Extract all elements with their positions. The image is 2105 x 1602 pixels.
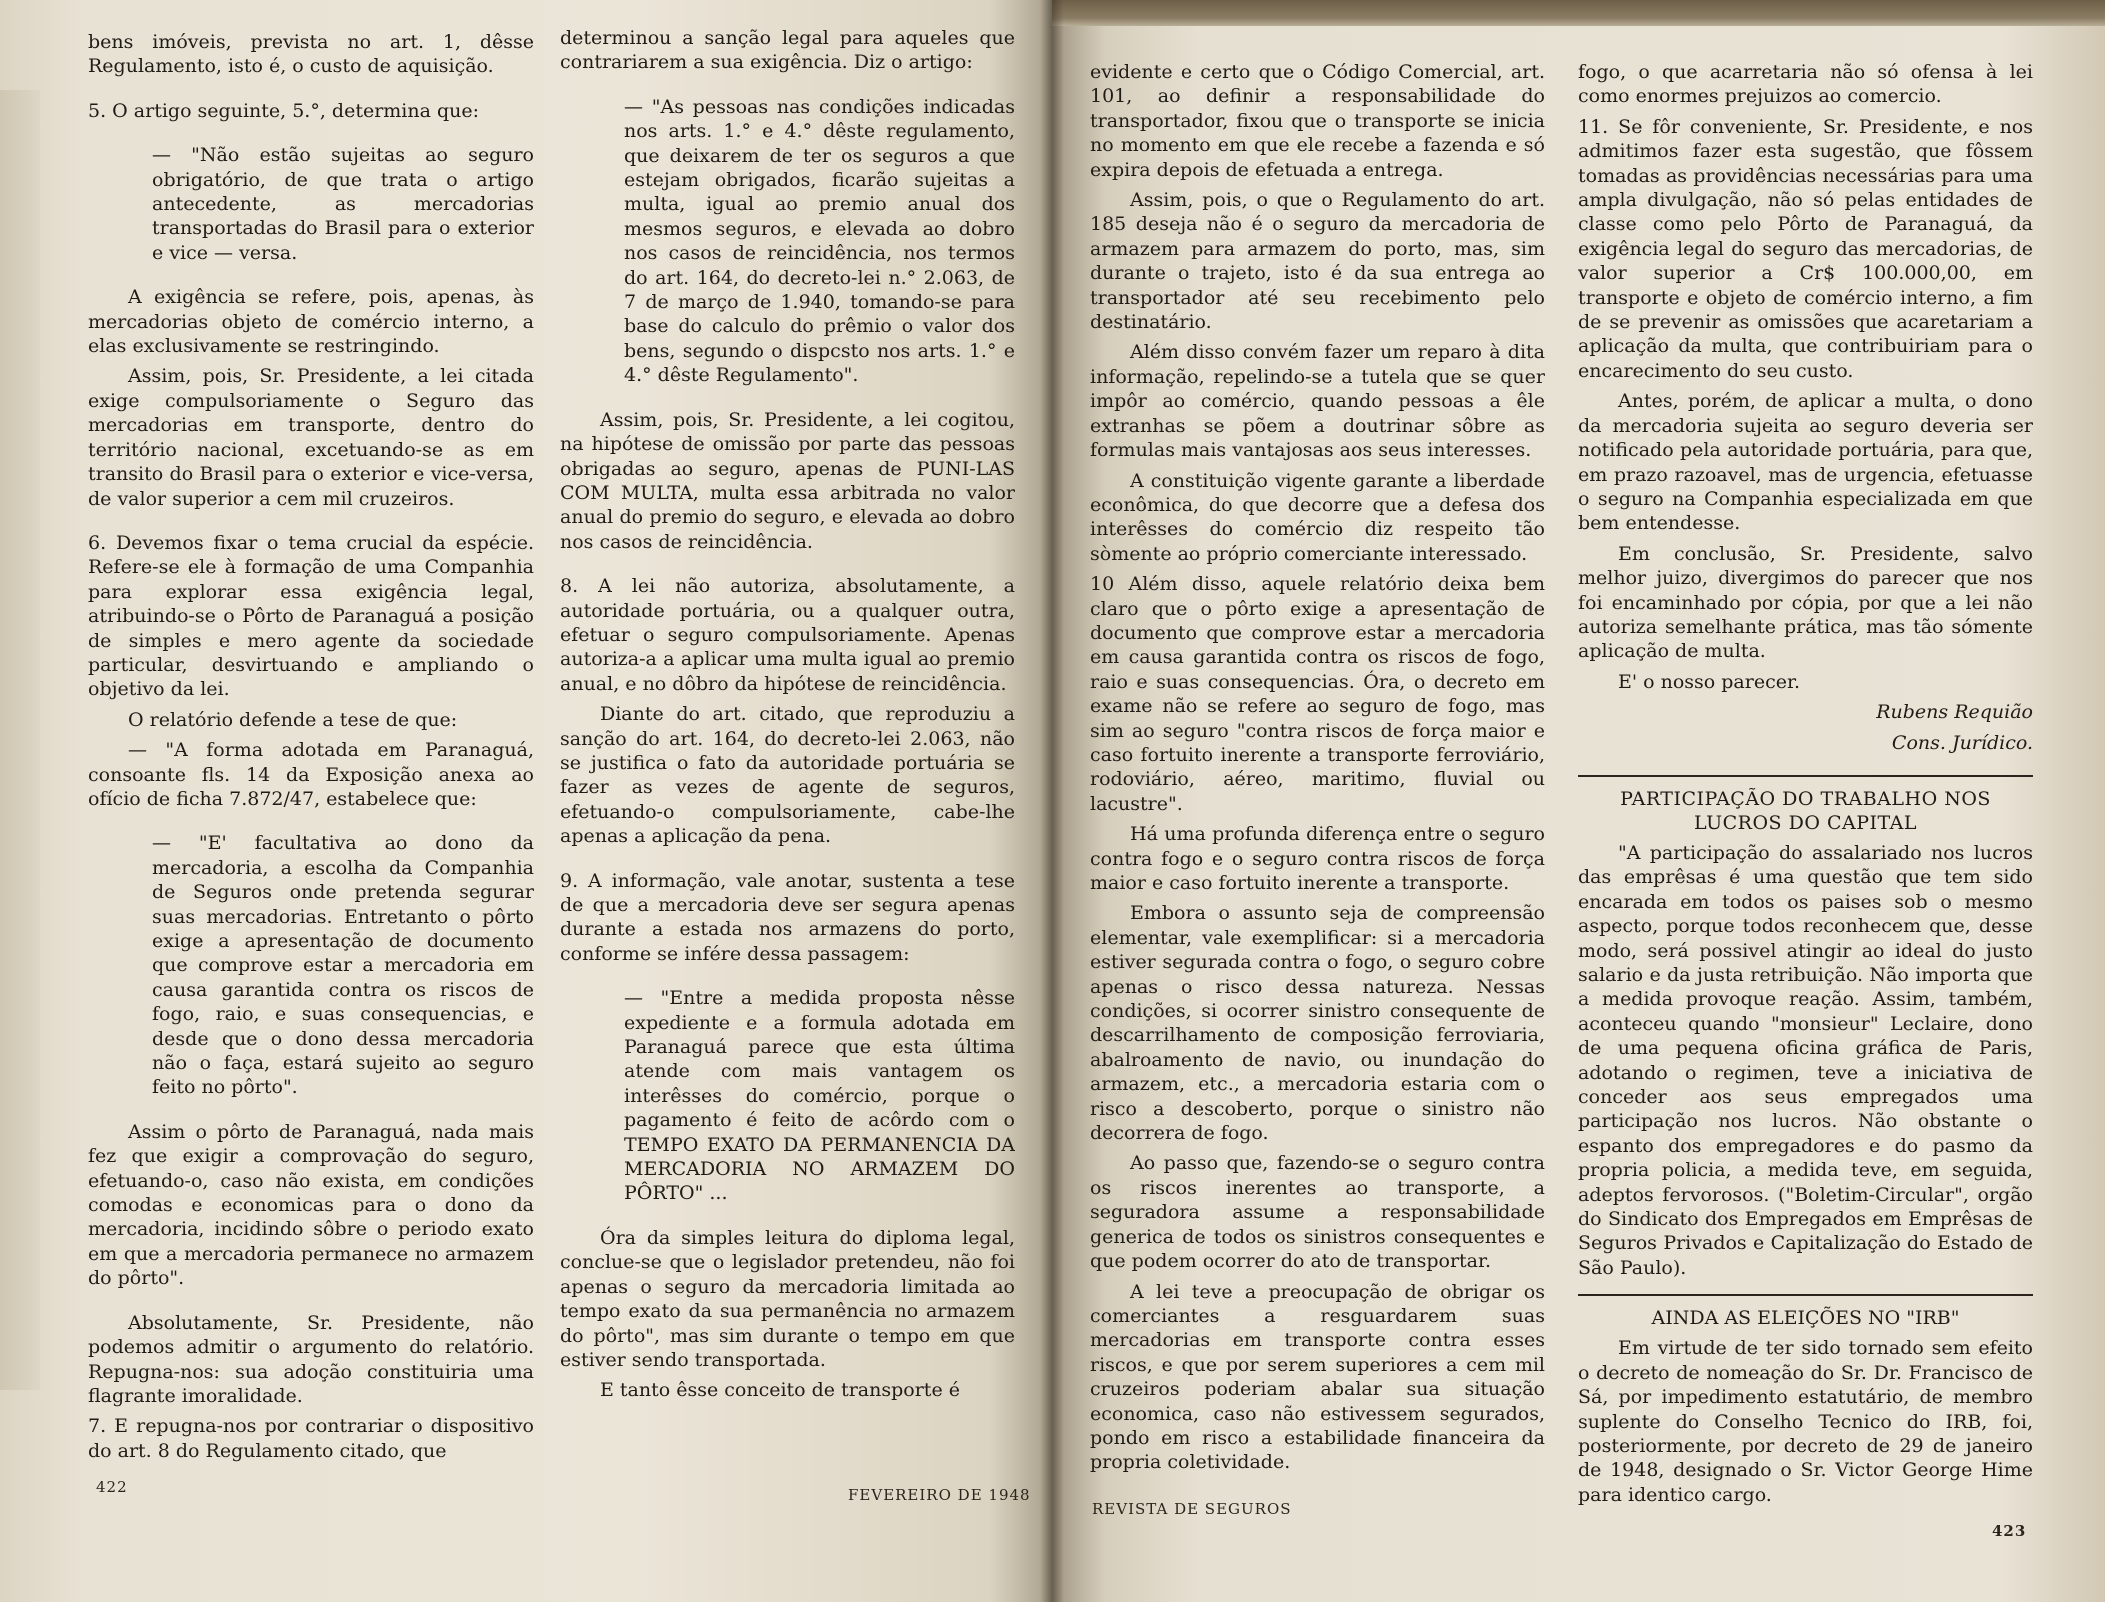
paragraph: 7. E repugna-nos por contrariar o dispositivo do art. 8 do Regulamento citado, que (88, 1415, 534, 1462)
paragraph: Assim, pois, Sr. Presidente, a lei citada exige compulsoriamente o Seguro das mercadorias em transporte, dentro do território nacional, excetuando-se as em transito do Brasil para o exterior e vice-versa, de valor superior a cem mil cruzeiros. (88, 365, 534, 510)
paragraph: determinou a sanção legal para aqueles que contrariarem a sua exigência. Diz o artigo: (560, 27, 1015, 74)
magazine-title: REVISTA DE SEGUROS (1092, 1500, 1292, 1518)
page-number-right: 423 (1992, 1522, 2027, 1540)
paragraph: Óra da simples leitura do diploma legal, conclue-se que o legislador pretendeu, não foi apenas o seguro da mercadoria limitada ao tempo exato da sua permanência no armazem do pôrto", mas sim durante o tempo em que estiver sendo transportada. (560, 1226, 1015, 1371)
paragraph: E' o nosso parecer. (1618, 670, 1801, 693)
paragraph: Absolutamente, Sr. Presidente, não podemos admitir o argumento do relatório. Repugna-nos: sua adoção constituiria uma flagrante imoralidade. (88, 1311, 534, 1407)
signature-name: Rubens Requião (1876, 701, 2033, 724)
paragraph: Ao passo que, fazendo-se o seguro contra os riscos inerentes ao transporte, a seguradora assume a responsabilidade generica de todos os sinistros consequentes e que podem ocorrer do ato de transportar. (1090, 1152, 1545, 1273)
right-column-2 (1578, 60, 2033, 1512)
article-body: "A participação do assalariado nos lucros das emprêsas é uma questão que tem sido encarada em todos os paises sob o mesmo aspecto, porque todos reconhecem que, desse modo, será possivel atingir ao ideal do justo salario e da justa retribuição. Não importa que a medida provoque reação. Assim, também, aconteceu quando "monsieur" Leclaire, dono de uma pequena oficina gráfica de Paris, adotando o regimen, teve a iniciativa de conceder aos seus empregados uma participação nos lucros. Não obstante o espanto dos empregadores e do pasmo da propria policia, a medida teve, em seguida, adeptos fervorosos. ("Boletim-Circular", orgão do Sindicato dos Empregados em Emprêsas de Seguros Privados e Capitalização do Estado de São Paulo). (1578, 841, 2033, 1279)
paragraph: 9. A informação, vale anotar, sustenta a tese de que a mercadoria deve ser segura apenas durante a estada nos armazens do porto, conforme se infére dessa passagem: (560, 869, 1015, 965)
paragraph: fogo, o que acarretaria não só ofensa à lei como enormes prejuizos ao comercio. (1578, 61, 2033, 108)
paragraph: E tanto êsse conceito de transporte é (600, 1379, 960, 1402)
article-body: Em virtude de ter sido tornado sem efeito o decreto de nomeação do Sr. Dr. Francisco de Sá, por impedimento estatutário, de membro suplente do Conselho Tecnico do IRB, foi, posteriormente, por decreto de 29 de janeiro de 1948, designado o Sr. Victor George Hime para identico cargo. (1578, 1337, 2033, 1506)
paragraph: A exigência se refere, pois, apenas, às mercadorias objeto de comércio interno, a elas exclusivamente se restringindo. (88, 286, 534, 358)
right-column-1 (1090, 60, 1545, 1480)
paragraph: A constituição vigente garante a liberdade econômica, do que decorre que a defesa dos interêsses do comércio diz respeito tão sòmente ao próprio comerciante interessado. (1090, 469, 1545, 565)
paragraph: Antes, porém, de aplicar a multa, o dono da mercadoria sujeita ao seguro deveria ser notificado pela autoridade portuária, para que, em prazo razoavel, mas de urgencia, efetuasse o seguro na Companhia especializada em que bem entendesse. (1578, 390, 2033, 535)
left-column-2 (560, 26, 1015, 1482)
quote: — "As pessoas nas condições indicadas nos arts. 1.° e 4.° dêste regulamento, que deixarem de ter os seguros a que estejam obrigados, ficarão sujeitas a multa, igual ao premio anual dos mesmos seguros, e elevada ao dobro nos casos de reincidência, nos termos do art. 164, do decreto-lei n.° 2.063, de 7 de março de 1.940, tomando-se para base do calculo do prêmio o valor dos bens, segundo o dispcsto nos arts. 1.° e 4.° dêste Regulamento". (624, 95, 1015, 387)
book-spine (1040, 0, 1064, 1602)
paragraph: Assim, pois, Sr. Presidente, a lei cogitou, na hipótese de omissão por parte das pessoas obrigadas ao seguro, apenas de PUNI-LAS COM MULTA, multa essa arbitrada no valor anual do premio do seguro, e elevada ao dobro nos casos de reincidência. (560, 408, 1015, 553)
paragraph: Além disso convém fazer um reparo à dita informação, repelindo-se a tutela que se quer impôr ao comércio, quando pessoas a êle extranhas se põem a doutrinar sôbre as formulas mais vantajosas aos seus interesses. (1090, 341, 1545, 462)
page-top-edge (1052, 0, 2105, 26)
page-number-left: 422 (96, 1478, 128, 1496)
paragraph: O relatório defende a tese de que: (128, 708, 458, 731)
paragraph: Diante do art. citado, que reproduziu a sanção do art. 164, do decreto-lei 2.063, não se justifica o fato da autoridade portuária se fazer as vezes de agente de seguros, efetuando-o compulsoriamente, cabe-lhe apenas a aplicação da pena. (560, 703, 1015, 848)
paragraph: Assim, pois, o que o Regulamento do art. 185 deseja não é o seguro da mercadoria de armazem para armazem do porto, mas, sim durante o trajeto, isto é da sua entrega ao transportador até seu recebimento pelo destinatário. (1090, 189, 1545, 334)
paragraph: 11. Se fôr conveniente, Sr. Presidente, e nos admitimos fazer esta sugestão, que fôssem tomadas as providências necessárias para uma ampla divulgação, não só pelas entidades de classe como pelo Pôrto de Paranaguá, da exigência legal do seguro das mercadorias, de valor superior a Cr$ 100.000,00, em transporte e objeto de comércio interno, a fim de se prevenir as omissões que acaretariam a aplicação da multa, que contribuiriam para o encarecimento do seu custo. (1578, 115, 2033, 382)
quote: — "E' facultativa ao dono da mercadoria, a escolha da Companhia de Seguros onde pretenda segurar suas mercadorias. Entretanto o pôrto exige a apresentação de documento que comprove estar a mercadoria em causa garantida contra os riscos de fogo, raio, e suas consequencias, e desde que o dono dessa mercadoria não o faça, estará sujeito ao seguro feito no pôrto". (152, 832, 534, 1099)
article-eleicoes (1578, 1294, 2033, 1507)
paragraph: 5. O artigo seguinte, 5.°, determina que: (88, 99, 480, 122)
paragraph: Embora o assunto seja de compreensão elementar, vale exemplificar: si a mercadoria estiver segurada contra o fogo, o seguro cobre apenas o risco dessa natureza. Nessas condições, si ocorrer sinistro consequente de descarrilhamento de composição ferroviaria, abalroamento de navio, ou inundação do armazem, etc., a mercadoria estaria com o risco a descoberto, porque o sinistro não decorrera de fogo. (1090, 902, 1545, 1145)
left-column-1 (88, 30, 534, 1482)
paragraph: Há uma profunda diferença entre o seguro contra fogo e o seguro contra riscos de força maior e caso fortuito inerente a transporte. (1090, 823, 1545, 894)
quote: — "Não estão sujeitas ao seguro obrigatório, de que trata o artigo antecedente, as mercadorias transportadas do Brasil para o exterior e vice — versa. (152, 144, 534, 264)
left-page-edge (0, 90, 40, 1390)
paragraph: 8. A lei não autoriza, absolutamente, a autoridade portuária, ou a qualquer outra, efetuar o seguro compulsoriamente. Apenas autoriza-a a aplicar uma multa igual ao premio anual, e no dôbro da hipótese de reincidência. (560, 575, 1015, 695)
right-page (1052, 0, 2105, 1602)
article-title: PARTICIPAÇÃO DO TRABALHO NOS LUCROS DO CAPITAL (1620, 787, 1991, 834)
paragraph: 10 Além disso, aquele relatório deixa bem claro que o pôrto exige a apresentação de documento que comprove estar a mercadoria em causa garantida contra os riscos de fogo, raio e suas consequencias. Óra, o decreto em exame não se refere ao seguro de fogo, mas sim ao seguro "contra riscos de força maior e caso fortuito inerente a transporte ferroviário, rodoviário, aéreo, maritimo, fluvial ou lacustre". (1090, 573, 1545, 815)
paragraph: bens imóveis, prevista no art. 1, dêsse Regulamento, isto é, o custo de aquisição. (88, 31, 534, 78)
quote: — "Entre a medida proposta nêsse expediente e a formula adotada em Paranaguá parece que esta última atende com mais vantagem os interêsses do comércio, porque o pagamento é feito de acôrdo com o TEMPO EXATO DA PERMANENCIA DA MERCADORIA NO ARMAZEM DO PÔRTO" ... (624, 987, 1015, 1205)
paragraph: evidente e certo que o Código Comercial, art. 101, ao definir a responsabilidade do transportador, fixou que o transporte se inicia no momento em que ele recebe a fazenda e só expira depois de efetuada a entrega. (1090, 61, 1545, 181)
quote: — "A forma adotada em Paranaguá, consoante fls. 14 da Exposição anexa ao ofício de ficha 7.872/47, estabelece que: (88, 739, 534, 810)
paragraph: Assim o pôrto de Paranaguá, nada mais fez que exigir a comprovação do seguro, efetuando-o, caso não exista, em condições comodas e economicas para o dono da mercadoria, incidindo sôbre o periodo exato em que a mercadoria permanece no armazem do pôrto". (88, 1120, 534, 1290)
signature-role: Cons. Jurídico. (1891, 731, 2033, 754)
left-page (0, 0, 1052, 1602)
paragraph: Em conclusão, Sr. Presidente, salvo melhor juizo, divergimos do parecer que nos foi encaminhado por cópia, por que a lei não autoriza semelhante prática, mas tão sómente aplicação de multa. (1578, 542, 2033, 663)
article-participacao (1578, 775, 2033, 1280)
paragraph: A lei teve a preocupação de obrigar os comerciantes a resguardarem suas mercadorias em transporte contra esses riscos, e que por serem superiores a cem mil cruzeiros poderiam abalar sua situação economica, caso não estivessem segurados, pondo em risco a estabilidade financeira da propria coletividade. (1090, 1280, 1545, 1474)
article-title: AINDA AS ELEIÇÕES NO "IRB" (1651, 1307, 1960, 1330)
paragraph: 6. Devemos fixar o tema crucial da espécie. Refere-se ele à formação de uma Companhia para explorar essa exigência legal, atribuindo-se o Pôrto de Paranaguá a posição de simples e mero agente da sociedade particular, desvirtuando e ampliando o objetivo da lei. (88, 531, 534, 701)
issue-date: FEVEREIRO DE 1948 (848, 1486, 1031, 1504)
